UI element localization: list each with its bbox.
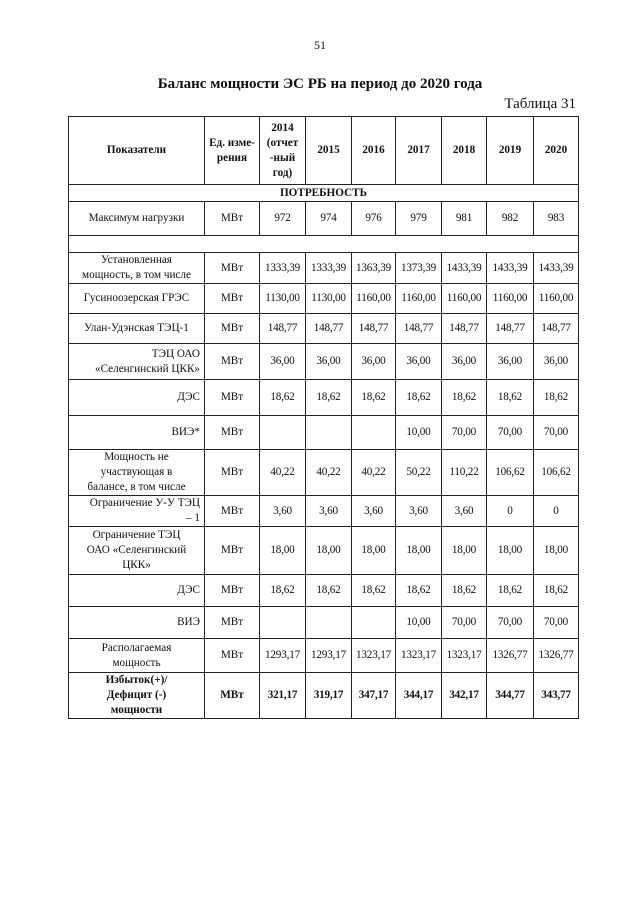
row-unit: МВт	[205, 202, 260, 236]
page-number: 51	[314, 38, 326, 52]
value-cell: 0	[487, 496, 534, 527]
value-cell: 18,62	[487, 575, 534, 607]
row-label: ТЭЦ ОАО «Селенгинский ЦКК»	[69, 344, 205, 380]
table-row	[69, 450, 579, 496]
value-cell: 982	[487, 202, 534, 236]
value-cell: 36,00	[396, 344, 442, 380]
value-cell: 70,00	[487, 607, 534, 639]
value-cell: 70,00	[442, 416, 487, 450]
header-year-2018: 2018	[442, 117, 487, 185]
value-cell: 974	[306, 202, 352, 236]
value-cell: 148,77	[396, 314, 442, 344]
value-cell	[306, 416, 352, 450]
value-cell: 18,00	[352, 527, 396, 575]
value-cell: 148,77	[487, 314, 534, 344]
value-cell: 1323,17	[352, 639, 396, 673]
table-row	[69, 380, 579, 416]
value-cell: 18,00	[260, 527, 306, 575]
table-row	[69, 284, 579, 314]
row-unit: МВт	[205, 607, 260, 639]
table-row	[69, 202, 579, 236]
value-cell: 983	[534, 202, 579, 236]
row-label: ДЭС	[69, 380, 205, 416]
value-cell: 36,00	[260, 344, 306, 380]
row-unit: МВт	[205, 450, 260, 496]
value-cell: 344,17	[396, 673, 442, 719]
value-cell: 110,22	[442, 450, 487, 496]
value-cell: 1160,00	[442, 284, 487, 314]
value-cell: 1323,17	[396, 639, 442, 673]
row-unit: МВт	[205, 416, 260, 450]
value-cell: 1333,39	[260, 253, 306, 284]
value-cell: 3,60	[306, 496, 352, 527]
value-cell: 18,62	[487, 380, 534, 416]
table-row	[69, 527, 579, 575]
value-cell: 342,17	[442, 673, 487, 719]
value-cell: 981	[442, 202, 487, 236]
row-unit: МВт	[205, 575, 260, 607]
value-cell: 18,62	[352, 380, 396, 416]
row-unit: МВт	[205, 253, 260, 284]
row-label: Избыток(+)/ Дефицит (-) мощности	[69, 673, 205, 719]
row-label: ВИЭ*	[69, 416, 205, 450]
value-cell: 18,62	[442, 575, 487, 607]
value-cell: 18,62	[306, 380, 352, 416]
value-cell: 347,17	[352, 673, 396, 719]
value-cell: 3,60	[352, 496, 396, 527]
value-cell: 18,62	[352, 575, 396, 607]
table-row	[69, 496, 579, 527]
row-unit: МВт	[205, 380, 260, 416]
value-cell: 70,00	[534, 607, 579, 639]
value-cell: 70,00	[534, 416, 579, 450]
table-row	[69, 673, 579, 719]
value-cell: 50,22	[396, 450, 442, 496]
value-cell: 36,00	[306, 344, 352, 380]
value-cell: 1130,00	[260, 284, 306, 314]
value-cell: 148,77	[442, 314, 487, 344]
value-cell: 40,22	[260, 450, 306, 496]
value-cell: 148,77	[260, 314, 306, 344]
row-label: Ограничение У-У ТЭЦ – 1	[69, 496, 205, 527]
value-cell: 18,62	[306, 575, 352, 607]
value-cell: 18,62	[260, 575, 306, 607]
value-cell: 18,00	[306, 527, 352, 575]
value-cell: 18,62	[442, 380, 487, 416]
value-cell	[352, 416, 396, 450]
value-cell: 70,00	[487, 416, 534, 450]
table-row	[69, 575, 579, 607]
row-unit: МВт	[205, 496, 260, 527]
value-cell	[352, 607, 396, 639]
value-cell: 1333,39	[306, 253, 352, 284]
header-year-2016: 2016	[352, 117, 396, 185]
value-cell: 1433,39	[442, 253, 487, 284]
value-cell: 1323,17	[442, 639, 487, 673]
spacer-cell	[69, 236, 579, 253]
header-unit: Ед. изме- рения	[205, 117, 260, 185]
value-cell: 344,77	[487, 673, 534, 719]
value-cell: 3,60	[260, 496, 306, 527]
value-cell: 1433,39	[534, 253, 579, 284]
value-cell: 18,00	[396, 527, 442, 575]
value-cell: 18,62	[396, 380, 442, 416]
value-cell: 1160,00	[534, 284, 579, 314]
table-row	[69, 416, 579, 450]
table-row	[69, 344, 579, 380]
value-cell: 1293,17	[306, 639, 352, 673]
value-cell	[306, 607, 352, 639]
row-label: ДЭС	[69, 575, 205, 607]
value-cell: 18,00	[442, 527, 487, 575]
value-cell: 36,00	[352, 344, 396, 380]
value-cell	[260, 416, 306, 450]
value-cell: 36,00	[487, 344, 534, 380]
value-cell: 10,00	[396, 607, 442, 639]
row-unit: МВт	[205, 673, 260, 719]
table-label: Таблица 31	[504, 96, 576, 112]
spacer-row	[69, 236, 579, 253]
row-label: Улан-Удэнская ТЭЦ-1	[69, 314, 205, 344]
value-cell: 1160,00	[352, 284, 396, 314]
header-year-2017: 2017	[396, 117, 442, 185]
header-year-2020: 2020	[534, 117, 579, 185]
row-label: ВИЭ	[69, 607, 205, 639]
value-cell: 106,62	[487, 450, 534, 496]
value-cell: 18,62	[534, 575, 579, 607]
value-cell: 3,60	[396, 496, 442, 527]
row-unit: МВт	[205, 527, 260, 575]
table-row	[69, 253, 579, 284]
value-cell: 18,62	[396, 575, 442, 607]
value-cell	[260, 607, 306, 639]
value-cell: 1326,77	[487, 639, 534, 673]
header-year-2014: 2014 (отчет -ный год)	[260, 117, 306, 185]
header-indicator: Показатели	[69, 117, 205, 185]
row-label: Располагаемая мощность	[69, 639, 205, 673]
value-cell: 148,77	[306, 314, 352, 344]
value-cell: 1363,39	[352, 253, 396, 284]
value-cell: 319,17	[306, 673, 352, 719]
value-cell: 106,62	[534, 450, 579, 496]
value-cell: 18,62	[260, 380, 306, 416]
table-row	[69, 607, 579, 639]
value-cell: 40,22	[306, 450, 352, 496]
table-row	[69, 314, 579, 344]
row-label: Установленная мощность, в том числе	[69, 253, 205, 284]
row-unit: МВт	[205, 284, 260, 314]
document-title: Баланс мощности ЭС РБ на период до 2020 года	[157, 76, 483, 92]
value-cell: 972	[260, 202, 306, 236]
section-header: ПОТРЕБНОСТЬ	[69, 185, 579, 202]
value-cell: 148,77	[534, 314, 579, 344]
value-cell: 18,00	[487, 527, 534, 575]
row-unit: МВт	[205, 314, 260, 344]
row-label: Мощность не участвующая в балансе, в том числе	[69, 450, 205, 496]
header-year-2015: 2015	[306, 117, 352, 185]
value-cell: 1160,00	[487, 284, 534, 314]
value-cell: 1130,00	[306, 284, 352, 314]
header-year-2019: 2019	[487, 117, 534, 185]
value-cell: 36,00	[442, 344, 487, 380]
value-cell: 1326,77	[534, 639, 579, 673]
value-cell: 18,00	[534, 527, 579, 575]
row-label: Гусиноозерская ГРЭС	[69, 284, 205, 314]
row-label: Ограничение ТЭЦ ОАО «Селенгинский ЦКК»	[69, 527, 205, 575]
value-cell: 148,77	[352, 314, 396, 344]
value-cell: 36,00	[534, 344, 579, 380]
value-cell: 343,77	[534, 673, 579, 719]
table-row	[69, 639, 579, 673]
value-cell: 1373,39	[396, 253, 442, 284]
value-cell: 0	[534, 496, 579, 527]
value-cell: 10,00	[396, 416, 442, 450]
value-cell: 1293,17	[260, 639, 306, 673]
value-cell: 976	[352, 202, 396, 236]
value-cell: 3,60	[442, 496, 487, 527]
row-unit: МВт	[205, 639, 260, 673]
value-cell: 979	[396, 202, 442, 236]
value-cell: 70,00	[442, 607, 487, 639]
value-cell: 1433,39	[487, 253, 534, 284]
row-unit: МВт	[205, 344, 260, 380]
value-cell: 321,17	[260, 673, 306, 719]
value-cell: 18,62	[534, 380, 579, 416]
row-label: Максимум нагрузки	[69, 202, 205, 236]
value-cell: 1160,00	[396, 284, 442, 314]
power-balance-table	[68, 116, 579, 719]
value-cell: 40,22	[352, 450, 396, 496]
